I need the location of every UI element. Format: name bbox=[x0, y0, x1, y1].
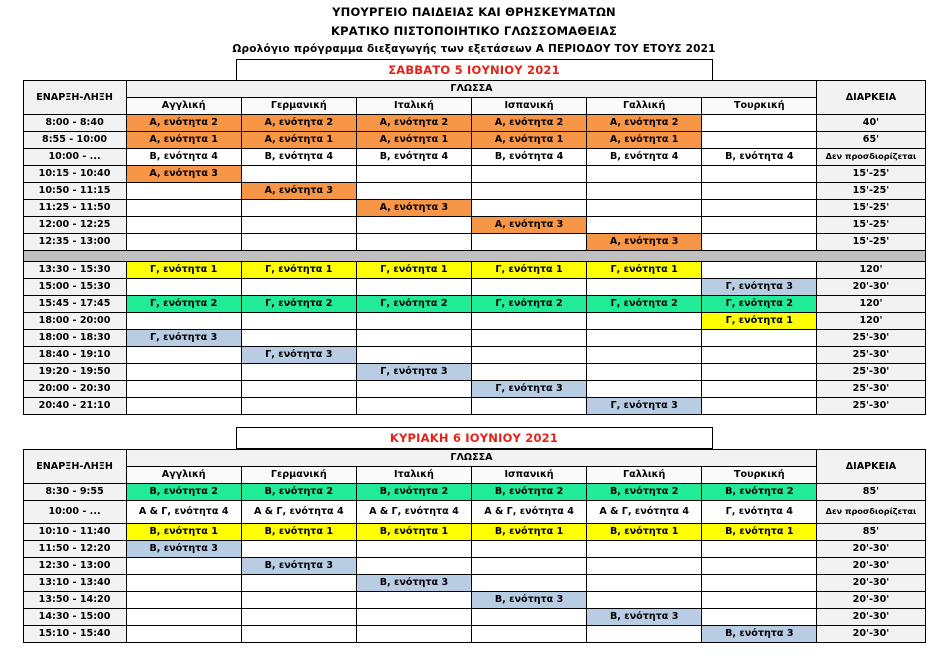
table-row bbox=[23, 165, 925, 182]
time-cell: 8:55 - 10:00 bbox=[23, 131, 126, 148]
time-cell: 10:00 - ... bbox=[23, 500, 126, 523]
time-cell: 12:35 - 13:00 bbox=[23, 233, 126, 250]
table-row bbox=[23, 148, 925, 165]
exam-cell-6 bbox=[702, 557, 817, 574]
time-cell: 15:10 - 15:40 bbox=[23, 625, 126, 642]
time-cell: 8:00 - 8:40 bbox=[23, 114, 126, 131]
exam-cell-2 bbox=[241, 625, 356, 642]
time-cell: 10:15 - 10:40 bbox=[23, 165, 126, 182]
exam-cell-4 bbox=[471, 329, 586, 346]
column-header-language-group: ΓΛΩΣΣΑ bbox=[126, 449, 817, 466]
exam-cell-4 bbox=[471, 397, 586, 414]
duration-cell: 15'-25' bbox=[817, 216, 925, 233]
exam-cell-5 bbox=[587, 278, 702, 295]
exam-cell-2: Β, ενότητα 1 bbox=[241, 523, 356, 540]
exam-cell-6: Γ, ενότητα 2 bbox=[702, 295, 817, 312]
exam-cell-3: Α, ενότητα 2 bbox=[356, 114, 471, 131]
exam-cell-3: Β, ενότητα 1 bbox=[356, 523, 471, 540]
date-banner-1: ΣΑΒΒΑΤΟ 5 ΙΟΥΝΙΟΥ 2021 bbox=[236, 59, 713, 80]
exam-cell-5 bbox=[587, 346, 702, 363]
exam-cell-2: Α, ενότητα 3 bbox=[241, 182, 356, 199]
exam-cell-3: Β, ενότητα 2 bbox=[356, 483, 471, 500]
spacer-row bbox=[23, 250, 925, 261]
exam-cell-1 bbox=[126, 397, 241, 414]
exam-cell-6: Γ, ενότητα 3 bbox=[702, 278, 817, 295]
exam-cell-1: Β, ενότητα 4 bbox=[126, 148, 241, 165]
duration-cell: 20'-30' bbox=[817, 540, 925, 557]
exam-cell-3 bbox=[356, 591, 471, 608]
exam-cell-3 bbox=[356, 312, 471, 329]
exam-cell-6 bbox=[702, 233, 817, 250]
exam-cell-3 bbox=[356, 540, 471, 557]
exam-cell-1: Β, ενότητα 1 bbox=[126, 523, 241, 540]
exam-cell-3: Β, ενότητα 4 bbox=[356, 148, 471, 165]
time-cell: 18:00 - 18:30 bbox=[23, 329, 126, 346]
exam-cell-5: Γ, ενότητα 3 bbox=[587, 397, 702, 414]
exam-cell-2 bbox=[241, 312, 356, 329]
exam-cell-3 bbox=[356, 182, 471, 199]
table-row bbox=[23, 312, 925, 329]
time-cell: 20:40 - 21:10 bbox=[23, 397, 126, 414]
exam-cell-4 bbox=[471, 346, 586, 363]
duration-cell: 25'-30' bbox=[817, 346, 925, 363]
time-cell: 10:50 - 11:15 bbox=[23, 182, 126, 199]
table-row bbox=[23, 591, 925, 608]
exam-cell-3: Γ, ενότητα 1 bbox=[356, 261, 471, 278]
exam-cell-2 bbox=[241, 380, 356, 397]
exam-cell-2 bbox=[241, 199, 356, 216]
schedule-table-2 bbox=[23, 449, 926, 643]
exam-cell-2: Γ, ενότητα 3 bbox=[241, 346, 356, 363]
duration-cell: 120' bbox=[817, 312, 925, 329]
column-header-language-5: Γαλλική bbox=[587, 466, 702, 483]
table-row bbox=[23, 278, 925, 295]
duration-cell: 65' bbox=[817, 131, 925, 148]
exam-cell-1 bbox=[126, 182, 241, 199]
exam-cell-5 bbox=[587, 591, 702, 608]
ministry-title-line-1: ΥΠΟΥΡΓΕΙΟ ΠΑΙΔΕΙΑΣ ΚΑΙ ΘΡΗΣΚΕΥΜΑΤΩΝ bbox=[332, 5, 616, 19]
exam-cell-5: Β, ενότητα 1 bbox=[587, 523, 702, 540]
exam-cell-6 bbox=[702, 346, 817, 363]
column-header-language-5: Γαλλική bbox=[587, 97, 702, 114]
duration-cell: Δεν προσδιορίζεται bbox=[817, 148, 925, 165]
exam-cell-5: Α, ενότητα 2 bbox=[587, 114, 702, 131]
table-row bbox=[23, 199, 925, 216]
time-cell: 14:30 - 15:00 bbox=[23, 608, 126, 625]
table-row bbox=[23, 363, 925, 380]
column-header-language-6: Τουρκική bbox=[702, 97, 817, 114]
exam-cell-4 bbox=[471, 625, 586, 642]
exam-cell-2 bbox=[241, 165, 356, 182]
exam-cell-3 bbox=[356, 278, 471, 295]
date-banner-wrapper-2 bbox=[0, 427, 948, 449]
table-row bbox=[23, 574, 925, 591]
time-cell: 13:30 - 15:30 bbox=[23, 261, 126, 278]
table-row bbox=[23, 625, 925, 642]
exam-cell-1 bbox=[126, 574, 241, 591]
duration-cell: 15'-25' bbox=[817, 233, 925, 250]
column-header-language-group: ΓΛΩΣΣΑ bbox=[126, 80, 817, 97]
exam-cell-5 bbox=[587, 380, 702, 397]
exam-cell-6 bbox=[702, 574, 817, 591]
table-row bbox=[23, 608, 925, 625]
exam-cell-2 bbox=[241, 608, 356, 625]
exam-cell-1: Β, ενότητα 3 bbox=[126, 540, 241, 557]
duration-cell: 15'-25' bbox=[817, 182, 925, 199]
exam-cell-3 bbox=[356, 557, 471, 574]
time-cell: 20:00 - 20:30 bbox=[23, 380, 126, 397]
duration-cell: 25'-30' bbox=[817, 329, 925, 346]
table-head-2 bbox=[23, 449, 925, 483]
exam-cell-6 bbox=[702, 591, 817, 608]
exam-cell-1: Γ, ενότητα 3 bbox=[126, 329, 241, 346]
exam-cell-6: Β, ενότητα 3 bbox=[702, 625, 817, 642]
exam-cell-6 bbox=[702, 199, 817, 216]
column-header-language-2: Γερμανική bbox=[241, 97, 356, 114]
exam-cell-4: Γ, ενότητα 1 bbox=[471, 261, 586, 278]
duration-cell: 40' bbox=[817, 114, 925, 131]
time-cell: 10:10 - 11:40 bbox=[23, 523, 126, 540]
exam-cell-4 bbox=[471, 540, 586, 557]
document-subtitle: Ωρολόγιο πρόγραμμα διεξαγωγής των εξετάσεων Α ΠΕΡΙΟΔΟΥ ΤΟΥ ΕΤΟΥΣ 2021 bbox=[232, 43, 716, 55]
exam-cell-4 bbox=[471, 278, 586, 295]
time-cell: 10:00 - ... bbox=[23, 148, 126, 165]
exam-cell-6 bbox=[702, 165, 817, 182]
exam-cell-1: Α, ενότητα 1 bbox=[126, 131, 241, 148]
exam-cell-4 bbox=[471, 557, 586, 574]
document-header bbox=[0, 0, 948, 55]
exam-cell-4: Γ, ενότητα 2 bbox=[471, 295, 586, 312]
exam-cell-2 bbox=[241, 540, 356, 557]
time-cell: 11:25 - 11:50 bbox=[23, 199, 126, 216]
duration-cell: 20'-30' bbox=[817, 625, 925, 642]
header-row-languages bbox=[23, 466, 925, 483]
exam-cell-4: Γ, ενότητα 3 bbox=[471, 380, 586, 397]
exam-cell-5: Β, ενότητα 4 bbox=[587, 148, 702, 165]
exam-cell-2: Β, ενότητα 2 bbox=[241, 483, 356, 500]
column-header-language-6: Τουρκική bbox=[702, 466, 817, 483]
time-cell: 13:10 - 13:40 bbox=[23, 574, 126, 591]
table-row bbox=[23, 216, 925, 233]
table-row bbox=[23, 523, 925, 540]
exam-cell-1 bbox=[126, 591, 241, 608]
exam-cell-1 bbox=[126, 216, 241, 233]
exam-cell-4 bbox=[471, 363, 586, 380]
table-row bbox=[23, 540, 925, 557]
exam-cell-5 bbox=[587, 329, 702, 346]
duration-cell: 15'-25' bbox=[817, 165, 925, 182]
exam-cell-5 bbox=[587, 312, 702, 329]
exam-cell-1: Α, ενότητα 2 bbox=[126, 114, 241, 131]
exam-cell-5 bbox=[587, 165, 702, 182]
column-header-language-1: Αγγλική bbox=[126, 97, 241, 114]
exam-cell-6: Β, ενότητα 4 bbox=[702, 148, 817, 165]
exam-cell-3: Β, ενότητα 3 bbox=[356, 574, 471, 591]
table-row bbox=[23, 557, 925, 574]
table-row bbox=[23, 346, 925, 363]
schedule-table-1 bbox=[23, 80, 926, 415]
exam-cell-4: Β, ενότητα 1 bbox=[471, 523, 586, 540]
table-row bbox=[23, 380, 925, 397]
column-header-time: ΕΝΑΡΞΗ-ΛΗΞΗ bbox=[23, 80, 126, 114]
table-row bbox=[23, 329, 925, 346]
column-header-language-1: Αγγλική bbox=[126, 466, 241, 483]
exam-cell-1 bbox=[126, 557, 241, 574]
exam-cell-5 bbox=[587, 557, 702, 574]
exam-cell-5 bbox=[587, 574, 702, 591]
exam-cell-2 bbox=[241, 216, 356, 233]
table-row bbox=[23, 295, 925, 312]
exam-cell-6 bbox=[702, 397, 817, 414]
exam-cell-4: Α, ενότητα 1 bbox=[471, 131, 586, 148]
exam-cell-1 bbox=[126, 380, 241, 397]
exam-cell-2: Α & Γ, ενότητα 4 bbox=[241, 500, 356, 523]
exam-cell-3: Α & Γ, ενότητα 4 bbox=[356, 500, 471, 523]
exam-cell-3 bbox=[356, 165, 471, 182]
exam-cell-2: Β, ενότητα 4 bbox=[241, 148, 356, 165]
duration-cell: 25'-30' bbox=[817, 397, 925, 414]
ministry-title-line-2: ΚΡΑΤΙΚΟ ΠΙΣΤΟΠΟΙΗΤΙΚΟ ΓΛΩΣΣΟΜΑΘΕΙΑΣ bbox=[330, 23, 618, 38]
column-header-language-4: Ισπανική bbox=[471, 466, 586, 483]
exam-cell-4 bbox=[471, 608, 586, 625]
exam-cell-5: Α & Γ, ενότητα 4 bbox=[587, 500, 702, 523]
time-cell: 15:00 - 15:30 bbox=[23, 278, 126, 295]
table-row bbox=[23, 182, 925, 199]
exam-cell-4 bbox=[471, 233, 586, 250]
column-header-language-3: Ιταλική bbox=[356, 466, 471, 483]
duration-cell: 85' bbox=[817, 523, 925, 540]
exam-cell-3: Α, ενότητα 1 bbox=[356, 131, 471, 148]
exam-cell-3: Γ, ενότητα 2 bbox=[356, 295, 471, 312]
time-cell: 11:50 - 12:20 bbox=[23, 540, 126, 557]
column-header-language-2: Γερμανική bbox=[241, 466, 356, 483]
exam-cell-1 bbox=[126, 233, 241, 250]
exam-cell-6 bbox=[702, 261, 817, 278]
exam-cell-3 bbox=[356, 346, 471, 363]
time-cell: 18:40 - 19:10 bbox=[23, 346, 126, 363]
column-header-time: ΕΝΑΡΞΗ-ΛΗΞΗ bbox=[23, 449, 126, 483]
exam-cell-6: Γ, ενότητα 4 bbox=[702, 500, 817, 523]
exam-cell-1: Γ, ενότητα 2 bbox=[126, 295, 241, 312]
header-row-top bbox=[23, 80, 925, 97]
duration-cell: 20'-30' bbox=[817, 574, 925, 591]
exam-cell-4 bbox=[471, 199, 586, 216]
exam-cell-2 bbox=[241, 363, 356, 380]
exam-cell-1 bbox=[126, 346, 241, 363]
duration-cell: 20'-30' bbox=[817, 278, 925, 295]
table-head-1 bbox=[23, 80, 925, 114]
table-row bbox=[23, 114, 925, 131]
exam-cell-5 bbox=[587, 199, 702, 216]
exam-cell-1 bbox=[126, 363, 241, 380]
exam-cell-6 bbox=[702, 216, 817, 233]
exam-cell-2 bbox=[241, 591, 356, 608]
exam-cell-2 bbox=[241, 574, 356, 591]
time-cell: 8:30 - 9:55 bbox=[23, 483, 126, 500]
column-header-language-3: Ιταλική bbox=[356, 97, 471, 114]
table-row bbox=[23, 397, 925, 414]
exam-cell-4: Β, ενότητα 4 bbox=[471, 148, 586, 165]
date-banner-wrapper-1 bbox=[0, 59, 948, 80]
exam-cell-6 bbox=[702, 608, 817, 625]
duration-cell: Δεν προσδιορίζεται bbox=[817, 500, 925, 523]
table-row bbox=[23, 233, 925, 250]
exam-cell-1: Α, ενότητα 3 bbox=[126, 165, 241, 182]
exam-cell-1 bbox=[126, 199, 241, 216]
exam-cell-4 bbox=[471, 574, 586, 591]
exam-cell-6 bbox=[702, 114, 817, 131]
exam-cell-3 bbox=[356, 397, 471, 414]
exam-cell-6: Β, ενότητα 2 bbox=[702, 483, 817, 500]
exam-cell-3 bbox=[356, 216, 471, 233]
duration-cell: 25'-30' bbox=[817, 363, 925, 380]
exam-cell-5: Α, ενότητα 3 bbox=[587, 233, 702, 250]
column-header-duration: ΔΙΑΡΚΕΙΑ bbox=[817, 449, 925, 483]
exam-cell-2: Γ, ενότητα 1 bbox=[241, 261, 356, 278]
duration-cell: 120' bbox=[817, 261, 925, 278]
header-row-languages bbox=[23, 97, 925, 114]
exam-cell-5 bbox=[587, 216, 702, 233]
exam-cell-4 bbox=[471, 182, 586, 199]
table-gap bbox=[0, 415, 948, 427]
exam-cell-4: Α, ενότητα 3 bbox=[471, 216, 586, 233]
table-row bbox=[23, 500, 925, 523]
spacer-cell bbox=[23, 250, 925, 261]
table-body-1 bbox=[23, 114, 925, 414]
exam-cell-6 bbox=[702, 329, 817, 346]
exam-cell-3 bbox=[356, 608, 471, 625]
exam-cell-4: Β, ενότητα 2 bbox=[471, 483, 586, 500]
exam-cell-6: Γ, ενότητα 1 bbox=[702, 312, 817, 329]
exam-cell-2: Β, ενότητα 3 bbox=[241, 557, 356, 574]
exam-cell-5: Β, ενότητα 3 bbox=[587, 608, 702, 625]
time-cell: 12:30 - 13:00 bbox=[23, 557, 126, 574]
exam-cell-1: Β, ενότητα 2 bbox=[126, 483, 241, 500]
exam-cell-6 bbox=[702, 380, 817, 397]
exam-cell-4 bbox=[471, 165, 586, 182]
exam-cell-4: Α, ενότητα 2 bbox=[471, 114, 586, 131]
time-cell: 15:45 - 17:45 bbox=[23, 295, 126, 312]
exam-cell-1: Α & Γ, ενότητα 4 bbox=[126, 500, 241, 523]
time-cell: 19:20 - 19:50 bbox=[23, 363, 126, 380]
duration-cell: 20'-30' bbox=[817, 591, 925, 608]
exam-cell-5: Α, ενότητα 1 bbox=[587, 131, 702, 148]
exam-cell-5: Γ, ενότητα 2 bbox=[587, 295, 702, 312]
exam-cell-4: Β, ενότητα 3 bbox=[471, 591, 586, 608]
table-row bbox=[23, 483, 925, 500]
exam-cell-6 bbox=[702, 131, 817, 148]
duration-cell: 85' bbox=[817, 483, 925, 500]
exam-cell-3 bbox=[356, 625, 471, 642]
table-row bbox=[23, 261, 925, 278]
duration-cell: 120' bbox=[817, 295, 925, 312]
exam-cell-3: Α, ενότητα 3 bbox=[356, 199, 471, 216]
header-row-top bbox=[23, 449, 925, 466]
exam-cell-1 bbox=[126, 625, 241, 642]
exam-cell-2: Α, ενότητα 2 bbox=[241, 114, 356, 131]
exam-cell-5 bbox=[587, 625, 702, 642]
exam-cell-5: Γ, ενότητα 1 bbox=[587, 261, 702, 278]
exam-cell-1 bbox=[126, 312, 241, 329]
exam-cell-5 bbox=[587, 182, 702, 199]
duration-cell: 20'-30' bbox=[817, 557, 925, 574]
exam-cell-3 bbox=[356, 329, 471, 346]
exam-cell-2 bbox=[241, 329, 356, 346]
table-row bbox=[23, 131, 925, 148]
exam-cell-5: Β, ενότητα 2 bbox=[587, 483, 702, 500]
date-banner-2: ΚΥΡΙΑΚΗ 6 ΙΟΥΝΙΟΥ 2021 bbox=[236, 427, 713, 449]
time-cell: 13:50 - 14:20 bbox=[23, 591, 126, 608]
duration-cell: 15'-25' bbox=[817, 199, 925, 216]
column-header-duration: ΔΙΑΡΚΕΙΑ bbox=[817, 80, 925, 114]
exam-cell-6 bbox=[702, 182, 817, 199]
time-cell: 18:00 - 20:00 bbox=[23, 312, 126, 329]
exam-cell-6: Β, ενότητα 1 bbox=[702, 523, 817, 540]
exam-cell-1: Γ, ενότητα 1 bbox=[126, 261, 241, 278]
exam-cell-5 bbox=[587, 363, 702, 380]
exam-cell-1 bbox=[126, 278, 241, 295]
exam-cell-1 bbox=[126, 608, 241, 625]
schedule-tables-container bbox=[0, 59, 948, 643]
exam-cell-2 bbox=[241, 397, 356, 414]
column-header-language-4: Ισπανική bbox=[471, 97, 586, 114]
exam-cell-3 bbox=[356, 233, 471, 250]
exam-cell-4: Α & Γ, ενότητα 4 bbox=[471, 500, 586, 523]
duration-cell: 20'-30' bbox=[817, 608, 925, 625]
exam-cell-2 bbox=[241, 233, 356, 250]
time-cell: 12:00 - 12:25 bbox=[23, 216, 126, 233]
exam-cell-4 bbox=[471, 312, 586, 329]
exam-cell-6 bbox=[702, 363, 817, 380]
exam-cell-2: Α, ενότητα 1 bbox=[241, 131, 356, 148]
exam-cell-3 bbox=[356, 380, 471, 397]
exam-cell-6 bbox=[702, 540, 817, 557]
exam-cell-5 bbox=[587, 540, 702, 557]
exam-cell-2: Γ, ενότητα 2 bbox=[241, 295, 356, 312]
exam-cell-2 bbox=[241, 278, 356, 295]
table-body-2 bbox=[23, 483, 925, 642]
duration-cell: 25'-30' bbox=[817, 380, 925, 397]
exam-cell-3: Γ, ενότητα 3 bbox=[356, 363, 471, 380]
